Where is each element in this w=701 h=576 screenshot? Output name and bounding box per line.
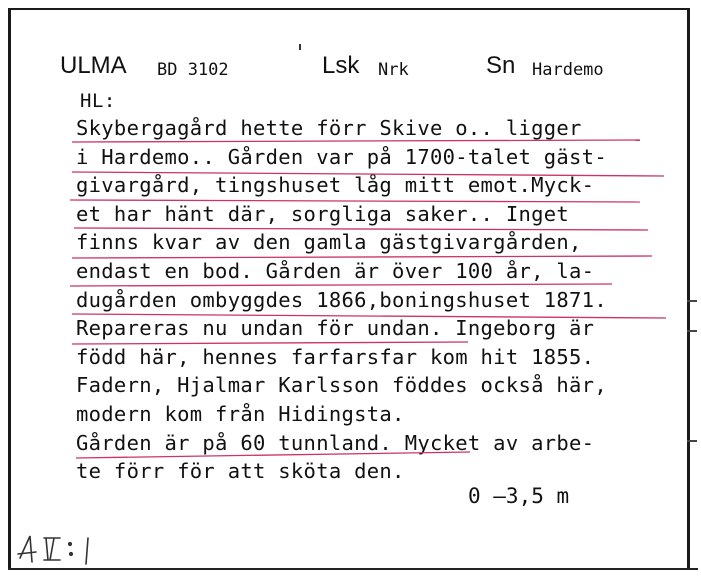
archive-name: ULMA <box>60 52 127 79</box>
text-line: Repareras nu undan för undan. Ingeborg är <box>76 316 595 341</box>
card-header <box>60 52 680 86</box>
county-label: Lsk <box>322 52 360 79</box>
margin-mark <box>687 300 697 302</box>
informant-label: HL: <box>80 90 116 112</box>
margin-mark <box>687 330 697 332</box>
header-tick-mark <box>299 44 301 50</box>
card-body <box>76 114 676 486</box>
text-line: Gården är på 60 tunnland. Mycket av arbe- <box>76 430 595 455</box>
text-line: givargård, tingshuset låg mitt emot.Myck- <box>76 173 595 198</box>
text-line: i Hardemo.. Gården var på 1700-talet gäst- <box>76 144 607 169</box>
text-line: te förr för att sköta den. <box>76 459 405 484</box>
text-line: Skybergagård hette förr Skive o.. ligger <box>76 116 582 140</box>
margin-mark <box>687 440 697 442</box>
handwritten-signature <box>16 532 136 568</box>
record-number: BD 3102 <box>157 60 229 80</box>
text-line: dugården ombyggdes 1866,boningshuset 1871. <box>76 287 607 312</box>
parish-label: Sn <box>486 52 516 79</box>
text-line: Fadern, Hjalmar Karlsson föddes också här, <box>76 373 607 398</box>
card-bottom-edge <box>8 568 698 570</box>
parish-value: Hardemo <box>532 60 604 80</box>
text-line: et har hänt där, sorgliga saker.. Inget <box>76 201 570 226</box>
distance-note: 0 —3,5 m <box>468 484 570 508</box>
text-line: modern kom från Hidingsta. <box>76 401 405 426</box>
text-line: finns kvar av den gamla gästgivargården, <box>76 230 582 255</box>
text-line: född här, hennes farfarsfar kom hit 1855. <box>76 344 595 369</box>
text-line: endast en bod. Gården är över 100 år, la- <box>76 258 595 283</box>
county-value: Nrk <box>378 60 409 80</box>
